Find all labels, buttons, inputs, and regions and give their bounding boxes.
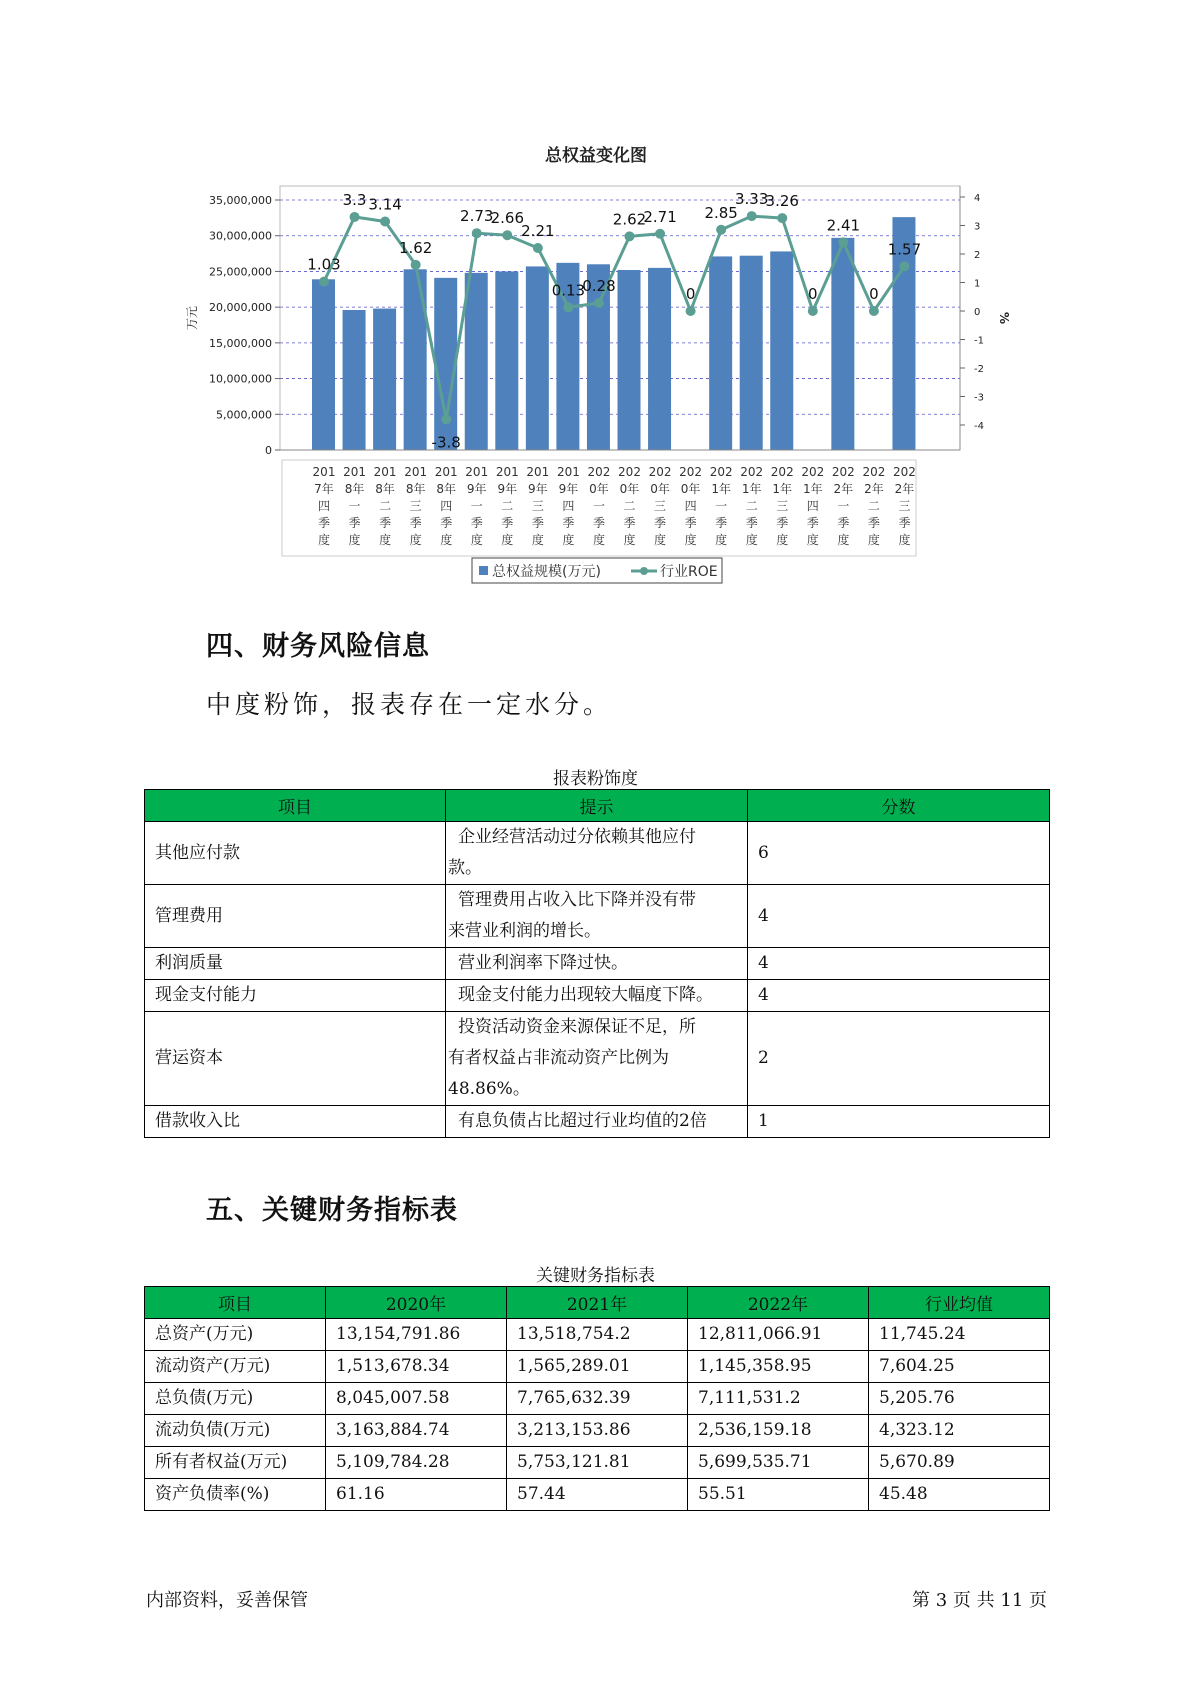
x-category-label: 四 (684, 499, 697, 513)
roe-point (747, 211, 757, 221)
x-category-label: 1年 (772, 482, 793, 496)
roe-point (380, 217, 390, 227)
x-category-label: 度 (745, 533, 758, 547)
risk-item: 现金支付能力 (145, 980, 446, 1012)
x-category-label: 202 (740, 465, 764, 479)
bar (495, 271, 518, 450)
table-row (145, 1106, 1050, 1138)
roe-data-label: 0 (869, 285, 879, 303)
roe-data-label: 2.41 (826, 216, 861, 235)
x-category-label: 0年 (680, 482, 701, 496)
key-table-value: 8,045,007.58 (326, 1383, 507, 1415)
bar (526, 266, 549, 450)
y2-tick-label: 3 (974, 221, 981, 233)
x-category-label: 度 (317, 533, 331, 547)
x-category-label: 一 (348, 499, 361, 513)
key-table-header-cell: 2021年 (507, 1287, 688, 1319)
key-table-value: 13,518,754.2 (507, 1319, 688, 1351)
x-category-label: 一 (470, 499, 483, 513)
x-category-label: 季 (654, 516, 667, 530)
y2-tick-label: 4 (974, 193, 981, 204)
x-category-label: 季 (867, 516, 880, 530)
roe-data-label: 0 (808, 285, 818, 303)
risk-hint-line: 管理费用占收入比下降并没有带 (458, 890, 696, 910)
key-table-header-cell: 2022年 (688, 1287, 869, 1319)
key-table-header-cell: 行业均值 (869, 1287, 1050, 1319)
x-category-label: 一 (592, 499, 605, 513)
roe-data-label: 1.62 (398, 238, 433, 257)
y-tick-label: 25,000,000 (209, 265, 272, 279)
x-category-label: 202 (587, 465, 611, 479)
key-table-value: 5,205.76 (869, 1383, 1050, 1415)
table-row (145, 822, 1050, 885)
risk-hint (446, 822, 748, 885)
x-category-label: 2年 (864, 482, 884, 496)
x-category-label: 度 (837, 533, 850, 547)
risk-hint-line: 有息负债占比超过行业均值的2倍 (458, 1111, 707, 1131)
roe-point (838, 237, 848, 247)
y-tick-label: 5,000,000 (216, 408, 272, 422)
bar (648, 268, 671, 450)
x-category-label: 9年 (466, 482, 487, 496)
x-category-label: 三 (531, 499, 544, 513)
x-category-label: 202 (801, 465, 825, 479)
x-category-label: 201 (312, 465, 336, 479)
x-category-label: 度 (531, 533, 544, 547)
key-table-caption: 关键财务指标表 (536, 1266, 655, 1286)
table-row (145, 980, 1050, 1012)
risk-score: 4 (748, 948, 1050, 980)
x-category-label: 季 (776, 516, 789, 530)
y2-tick-label: -1 (974, 335, 984, 347)
key-table-value: 5,699,535.71 (688, 1447, 869, 1479)
risk-hint (446, 885, 748, 948)
key-table-value: 2,536,159.18 (688, 1415, 869, 1447)
risk-item: 管理费用 (145, 885, 446, 948)
risk-score: 6 (748, 822, 1050, 885)
key-table-value: 1,565,289.01 (507, 1351, 688, 1383)
legend-line-label: 行业ROE (660, 564, 718, 580)
x-category-label: 度 (715, 533, 728, 547)
x-category-label: 8年 (436, 482, 457, 496)
key-table-item: 总负债(万元) (145, 1383, 326, 1415)
roe-data-label: -3.8 (431, 433, 461, 452)
roe-data-label: 2.66 (490, 209, 525, 228)
y-tick-label: 20,000,000 (209, 301, 272, 315)
bar (831, 238, 854, 450)
key-table-value: 7,604.25 (869, 1351, 1050, 1383)
x-category-label: 三 (776, 499, 789, 513)
key-table-value: 5,109,784.28 (326, 1447, 507, 1479)
x-category-label: 8年 (375, 482, 395, 496)
x-category-label: 四 (317, 499, 331, 513)
risk-score: 1 (748, 1106, 1050, 1138)
x-category-label: 度 (379, 533, 392, 547)
roe-point (350, 212, 360, 222)
x-category-label: 季 (317, 516, 331, 530)
y2-tick-label: 1 (974, 278, 981, 290)
x-category-label: 2年 (894, 482, 915, 496)
bar (465, 273, 488, 450)
x-category-label: 度 (898, 533, 911, 547)
x-category-label: 度 (501, 533, 514, 547)
roe-data-label: 3.3 (342, 190, 367, 209)
risk-table-header-row (145, 790, 1050, 822)
x-category-label: 201 (526, 465, 550, 479)
x-category-label: 201 (343, 465, 367, 479)
roe-point (625, 231, 635, 241)
x-category-label: 季 (348, 516, 361, 530)
key-table-item: 总资产(万元) (145, 1319, 326, 1351)
key-table-header-row (145, 1287, 1050, 1319)
x-category-label: 9年 (558, 482, 579, 496)
key-table-value: 7,765,632.39 (507, 1383, 688, 1415)
key-table-header-cell: 2020年 (326, 1287, 507, 1319)
x-category-label: 201 (404, 465, 428, 479)
key-table-item: 所有者权益(万元) (145, 1447, 326, 1479)
x-category-label: 8年 (405, 482, 426, 496)
key-table-value: 11,745.24 (869, 1319, 1050, 1351)
risk-hint-line: 有者权益占非流动资产比例为 (448, 1048, 669, 1068)
key-table-item: 资产负债率(%) (145, 1479, 326, 1511)
roe-data-label: 2.62 (612, 210, 647, 229)
x-category-label: 9年 (528, 482, 548, 496)
x-category-label: 202 (679, 465, 703, 479)
x-category-label: 季 (409, 516, 422, 530)
x-category-label: 季 (562, 516, 575, 530)
x-category-label: 四 (806, 499, 819, 513)
roe-point (716, 225, 726, 235)
risk-header-hint: 提示 (446, 790, 748, 822)
x-category-label: 三 (654, 499, 667, 513)
x-category-label: 季 (837, 516, 850, 530)
x-category-label: 四 (440, 499, 453, 513)
x-category-label: 三 (898, 499, 911, 513)
table-row (145, 885, 1050, 948)
key-table-value: 3,163,884.74 (326, 1415, 507, 1447)
key-table-value: 5,753,121.81 (507, 1447, 688, 1479)
risk-score: 4 (748, 885, 1050, 948)
key-table-value: 7,111,531.2 (688, 1383, 869, 1415)
x-category-label: 二 (501, 499, 514, 513)
x-category-label: 季 (623, 516, 636, 530)
roe-data-label: 0 (685, 285, 696, 303)
risk-hint (446, 980, 748, 1012)
x-category-label: 一 (837, 499, 850, 513)
x-category-label: 季 (592, 516, 605, 530)
x-category-label: 度 (592, 533, 605, 547)
roe-data-label: 2.73 (460, 207, 494, 226)
y2-tick-label: 0 (974, 307, 981, 318)
key-table-value: 61.16 (326, 1479, 507, 1511)
risk-hint-line: 企业经营活动过分依赖其他应付 (458, 827, 696, 847)
table-row (145, 1415, 1050, 1447)
x-category-label: 8年 (344, 482, 365, 496)
risk-table (144, 789, 1050, 1138)
x-category-label: 202 (831, 465, 855, 479)
x-category-label: 度 (440, 533, 453, 547)
key-table-value: 45.48 (869, 1479, 1050, 1511)
table-row (145, 1383, 1050, 1415)
roe-data-label: 1.57 (887, 240, 922, 259)
bar (343, 310, 366, 450)
x-category-label: 季 (470, 516, 483, 530)
x-category-label: 201 (556, 465, 580, 479)
roe-data-label: 0.28 (582, 277, 616, 296)
x-category-label: 度 (867, 533, 880, 547)
x-category-label: 201 (373, 465, 397, 479)
x-category-label: 202 (862, 465, 886, 479)
x-category-label: 1年 (802, 482, 823, 496)
roe-data-label: 2.21 (521, 222, 555, 241)
roe-point (899, 261, 909, 271)
bar (740, 256, 763, 450)
roe-point (472, 228, 482, 238)
risk-score: 2 (748, 1012, 1050, 1106)
y-axis-label: 万元 (185, 305, 199, 331)
legend-bar-swatch (479, 566, 488, 575)
roe-data-label: 3.33 (734, 190, 769, 209)
legend-line-marker (640, 567, 648, 575)
x-category-label: 季 (715, 516, 728, 530)
risk-hint-line: 现金支付能力出现较大幅度下降。 (458, 985, 713, 1005)
key-table-header-cell: 项目 (145, 1287, 326, 1319)
table-row (145, 1319, 1050, 1351)
key-table-value: 4,323.12 (869, 1415, 1050, 1447)
x-category-label: 二 (867, 499, 880, 513)
x-category-label: 季 (898, 516, 911, 530)
key-table-value: 55.51 (688, 1479, 869, 1511)
bar (618, 270, 641, 450)
roe-data-label: 1.03 (307, 255, 341, 274)
x-category-label: 度 (776, 533, 789, 547)
x-category-label: 1年 (741, 482, 762, 496)
roe-data-label: 3.26 (765, 192, 799, 211)
key-table-value: 5,670.89 (869, 1447, 1050, 1479)
bar (709, 256, 732, 450)
bar (373, 309, 396, 450)
x-category-label: 7年 (314, 482, 334, 496)
x-category-label: 201 (465, 465, 489, 479)
risk-hint (446, 948, 748, 980)
risk-item: 利润质量 (145, 948, 446, 980)
x-category-label: 度 (623, 533, 636, 547)
equity-chart-svg (0, 0, 1191, 600)
x-category-label: 季 (379, 516, 392, 530)
table-row (145, 1447, 1050, 1479)
risk-item: 营运资本 (145, 1012, 446, 1106)
risk-score: 4 (748, 980, 1050, 1012)
key-table-value: 57.44 (507, 1479, 688, 1511)
x-category-label: 度 (562, 533, 575, 547)
bar (770, 251, 793, 450)
equity-chart (0, 0, 1191, 600)
roe-data-label: 3.14 (368, 195, 402, 214)
y2-tick-label: -2 (974, 364, 984, 375)
x-category-label: 二 (623, 499, 636, 513)
x-category-label: 202 (618, 465, 641, 479)
risk-hint-line: 投资活动资金来源保证不足，所 (458, 1017, 696, 1037)
roe-point (655, 229, 665, 239)
key-table-value: 1,145,358.95 (688, 1351, 869, 1383)
roe-point (808, 306, 818, 316)
y2-tick-label: -4 (974, 421, 984, 432)
key-table-value: 12,811,066.91 (688, 1319, 869, 1351)
x-category-label: 度 (654, 533, 667, 547)
table-row (145, 948, 1050, 980)
x-category-label: 201 (434, 465, 458, 479)
risk-header-score: 分数 (748, 790, 1050, 822)
risk-hint-line: 营业利润率下降过快。 (458, 953, 628, 973)
y-tick-label: 30,000,000 (209, 229, 272, 243)
x-category-label: 202 (709, 465, 733, 479)
x-category-label: 度 (348, 533, 361, 547)
y2-axis-label: % (997, 311, 1011, 325)
roe-point (441, 414, 451, 424)
risk-hint-line: 款。 (448, 858, 482, 878)
x-category-label: 一 (715, 499, 728, 513)
x-category-label: 季 (501, 516, 514, 530)
roe-point (594, 298, 604, 308)
key-table-value: 3,213,153.86 (507, 1415, 688, 1447)
x-category-label: 9年 (497, 482, 518, 496)
key-table-item: 流动资产(万元) (145, 1351, 326, 1383)
y-tick-label: 10,000,000 (209, 372, 272, 386)
risk-header-item: 项目 (145, 790, 446, 822)
roe-point (777, 213, 787, 223)
x-category-label: 度 (684, 533, 697, 547)
key-table-value: 1,513,678.34 (326, 1351, 507, 1383)
risk-hint-line: 来营业利润的增长。 (448, 921, 601, 941)
roe-data-label: 0.13 (551, 281, 586, 300)
x-category-label: 季 (440, 516, 453, 530)
x-category-label: 202 (770, 465, 794, 479)
x-category-label: 0年 (650, 482, 670, 496)
table-row (145, 1012, 1050, 1106)
risk-hint (446, 1012, 748, 1106)
x-category-label: 度 (806, 533, 819, 547)
risk-table-caption: 报表粉饰度 (553, 769, 638, 789)
y-tick-label: 35,000,000 (209, 194, 272, 207)
x-category-label: 0年 (619, 482, 640, 496)
y-tick-label: 15,000,000 (209, 336, 272, 350)
x-category-label: 2年 (833, 482, 854, 496)
roe-data-label: 2.71 (643, 207, 677, 226)
legend-bar-label: 总权益规模(万元) (492, 564, 601, 580)
x-category-label: 二 (745, 499, 758, 513)
roe-point (563, 302, 573, 312)
x-category-label: 度 (409, 533, 422, 547)
roe-data-label: 2.85 (704, 203, 738, 222)
table-row (145, 1351, 1050, 1383)
x-category-label: 季 (806, 516, 819, 530)
x-category-label: 三 (409, 499, 422, 513)
x-category-label: 季 (531, 516, 544, 530)
section4-heading: 四、财务风险信息 (206, 631, 430, 662)
risk-hint (446, 1106, 748, 1138)
risk-item: 借款收入比 (145, 1106, 446, 1138)
y2-tick-label: 2 (974, 250, 981, 261)
x-category-label: 季 (684, 516, 697, 530)
x-category-label: 二 (379, 499, 392, 513)
x-category-label: 季 (745, 516, 758, 530)
key-table-value: 13,154,791.86 (326, 1319, 507, 1351)
key-table-item: 流动负债(万元) (145, 1415, 326, 1447)
x-category-label: 202 (648, 465, 672, 479)
x-category-label: 0年 (589, 482, 609, 496)
x-category-label: 四 (562, 499, 575, 513)
x-category-label: 202 (892, 465, 916, 479)
y-tick-label: 0 (265, 444, 272, 457)
footer-page-number: 第 3 页 共 11 页 (912, 1590, 1047, 1611)
x-category-label: 201 (495, 465, 519, 479)
roe-point (686, 306, 696, 316)
section5-heading: 五、关键财务指标表 (206, 1195, 458, 1226)
roe-point (502, 230, 512, 240)
table-row (145, 1479, 1050, 1511)
risk-hint-line: 48.86%。 (448, 1079, 530, 1099)
roe-point (533, 243, 543, 253)
risk-item: 其他应付款 (145, 822, 446, 885)
chart-title: 总权益变化图 (545, 146, 647, 166)
footer-confidential: 内部资料，妥善保管 (146, 1590, 308, 1611)
key-financial-table (144, 1286, 1050, 1511)
roe-point (411, 260, 421, 270)
section4-paragraph: 中度粉饰，报表存在一定水分。 (206, 690, 613, 719)
y2-tick-label: -3 (974, 392, 984, 404)
roe-point (869, 306, 879, 316)
x-category-label: 度 (470, 533, 483, 547)
roe-point (319, 277, 329, 287)
bar (312, 279, 335, 450)
x-category-label: 1年 (711, 482, 731, 496)
